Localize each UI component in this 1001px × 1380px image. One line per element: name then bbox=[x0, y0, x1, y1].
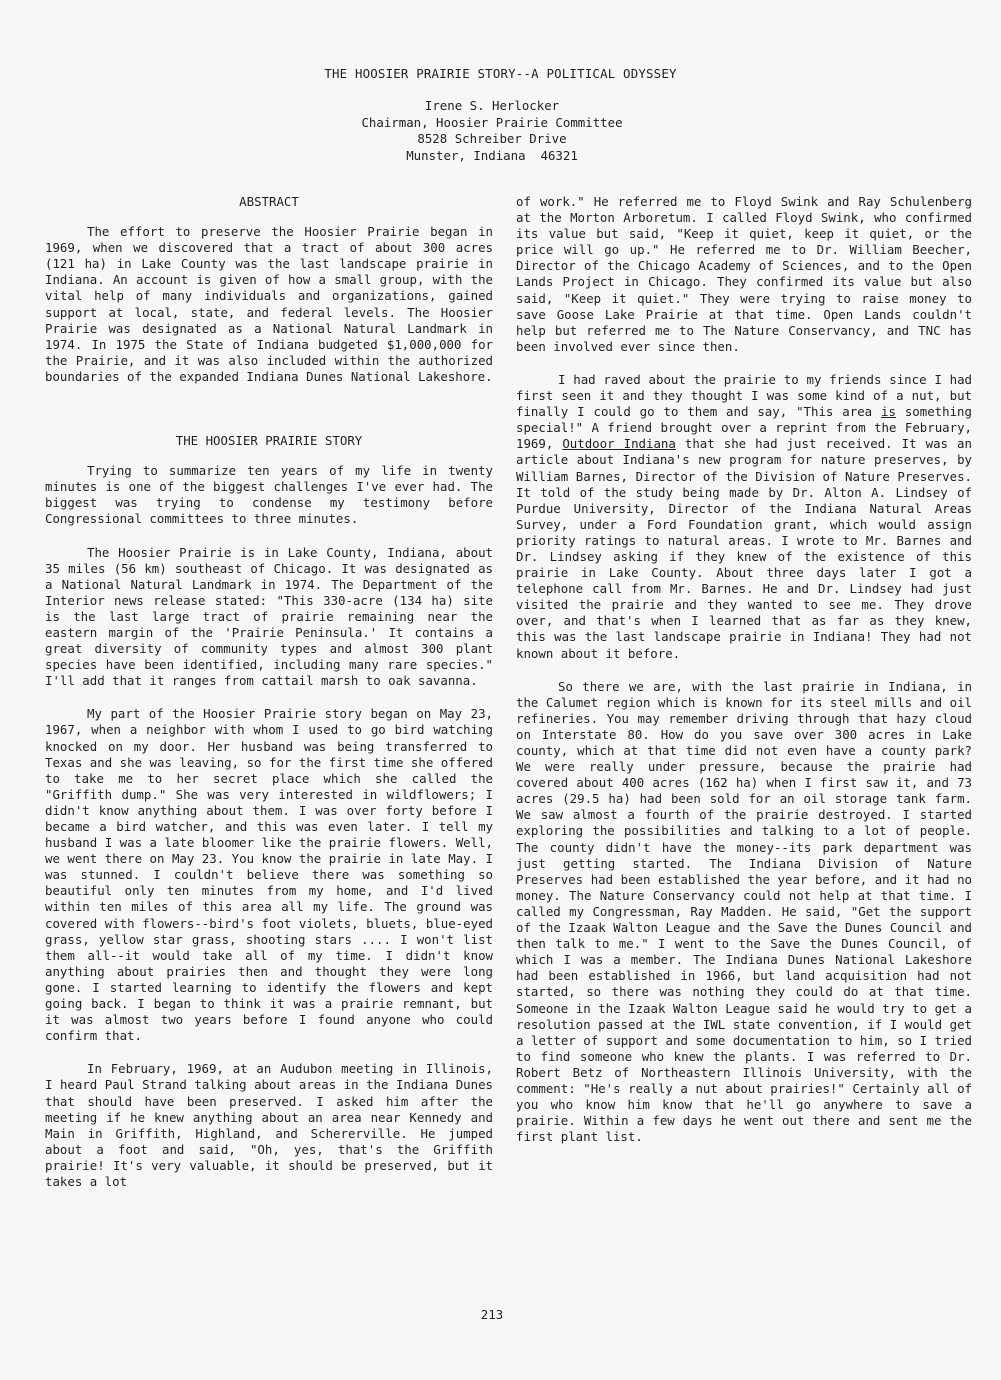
emphasis-is: is bbox=[881, 404, 896, 420]
magazine-title: Outdoor Indiana bbox=[562, 436, 676, 452]
address-line-1: 8528 Schreiber Drive bbox=[417, 131, 567, 146]
paper-title: THE HOOSIER PRAIRIE STORY--A POLITICAL ODYSSEY bbox=[324, 66, 677, 81]
author-name: Irene S. Herlocker bbox=[424, 98, 560, 113]
address-line-2: Munster, Indiana 46321 bbox=[406, 147, 578, 163]
author-role: Chairman, Hoosier Prairie Committee bbox=[361, 114, 623, 130]
paragraph bbox=[516, 372, 972, 662]
paragraph-text: that she had just received. It was an article about Indiana's new program for nature preserves, by William Barnes, Director of the Division of Nature Preserves. It told of the study being made by Dr. Alton A. Lindsey of Purdue University, Director of the Indiana Natural Areas Survey, under a Ford Foundation grant, which would assign priority ratings to natural areas. I wrote to Mr. Barnes and Dr. Lindsey asking if they knew of the existence of this prairie in Lake County. About three days later I got a telephone call from Mr. Barnes. He and Dr. Lindsey had just visited the prairie and they wanted to see me. They drove over, and that's when I learned that as far as they knew, this was the last landscape prairie in Indiana! They had not known about it before. bbox=[516, 436, 972, 661]
paragraph: My part of the Hoosier Prairie story began on May 23, 1967, when a neighbor with whom I used to go bird watching knocked on my door. Her husband was being transferred to Texas and she was leaving, so for the first time she offered to take me to her secret place which she called the "Griffith dump." She was very interested in wildflowers; I didn't know anything about them. I was over forty before I became a bird watcher, and this was even later. I tell my husband I was a late bloomer like the prairie flowers. Well, we went there on May 23. You know the prairie in late May. I was stunned. I couldn't believe there was something so beautiful only ten minutes from my home, and I'd lived within ten miles of this area all my life. The ground was covered with flowers--bird's foot violets, bluets, blue-eyed grass, yellow star grass, shooting stars .... I won't list them all--it would take all of my time. I didn't know anything about prairies then and thought they were long gone. I started learning to identify the flowers and kept going back. I began to think it was a prairie remnant, but it was almost two years before I found anyone who could confirm that. bbox=[45, 706, 493, 1044]
page-number: 213 bbox=[480, 1307, 504, 1322]
paragraph: of work." He referred me to Floyd Swink and Ray Schulenberg at the Morton Arboretum. I called Floyd Swink, who confirmed its value but said, "Keep it quiet, keep it quiet, or the price will go up." He referred me to Dr. William Beecher, Director of the Chicago Academy of Sciences, and to the Open Lands Project in Chicago. They confirmed its value but also said, "Keep it quiet." They were trying to raise money to save Goose Lake Prairie at that time. Open Lands couldn't help but referred me to The Nature Conservancy, and TNC has been involved ever since then. bbox=[516, 194, 972, 354]
paragraph-text: something special!" A friend brought over a reprint from the February, 1969, bbox=[516, 404, 972, 452]
abstract-paragraph: The effort to preserve the Hoosier Prairie began in 1969, when we discovered that a tract of about 300 acres (121 ha) in Lake County was the last landscape prairie in Indiana. An account is given of how a small group, with the vital help of many individuals and organizations, gained support at local, state, and federal levels. The Hoosier Prairie was designated as a National Natural Landmark in 1974. In 1975 the State of Indiana budgeted $1,000,000 for the Prairie, and it was also included within the authorized boundaries of the expanded Indiana Dunes National Lakeshore. bbox=[45, 224, 493, 384]
paragraph: Trying to summarize ten years of my life in twenty minutes is one of the biggest challenges I've ever had. The biggest was trying to condense my testimony before Congressional committees to three minutes. bbox=[45, 463, 493, 527]
left-column bbox=[45, 194, 493, 1190]
abstract-heading: ABSTRACT bbox=[239, 194, 299, 209]
story-heading: THE HOOSIER PRAIRIE STORY bbox=[175, 433, 363, 449]
paragraph-text: I had raved about the prairie to my friends since I had first seen it and they thought I was some kind of a nut, but finally I could go to them and say, "This area bbox=[516, 371, 972, 420]
author-block bbox=[0, 98, 984, 164]
paragraph: So there we are, with the last prairie in Indiana, in the Calumet region which is known for its steel mills and oil refineries. You may remember driving through that hazy cloud on Interstate 80. How do you save over 300 acres in Lake county, which at that time did not even have a county park? We were really under pressure, because the prairie had covered about 400 acres (162 ha) when I first saw it, and 73 acres (29.5 ha) had been sold for an oil storage tank farm. We saw almost a fourth of the prairie destroyed. I started exploring the possibilities and talking to a lot of people. The county didn't have the money--its park department was just getting started. The Indiana Division of Nature Preserves had been established the year before, and it had no money. The Nature Conservancy could not help at that time. I called my Congressman, Ray Madden. He said, "Get the support of the Izaak Walton League and the Save the Dunes Council and then talk to me." I went to the Save the Dunes Council, of which I was a member. The Indiana Dunes National Lakeshore had been established in 1966, but land acquisition had not started, so there was nothing they could do at that time. Someone in the Izaak Walton League said he would try to get a resolution passed at the IWL state convention, if I would get a letter of support and some documentation to him, so I tried to find someone who knew the plants. I was referred to Dr. Robert Betz of Northeastern Illinois University, with the comment: "He's really a nut about prairies!" Certainly all of you who know him know that he'll go anywhere to save a prairie. Within a few days he went out there and sent me the first plant list. bbox=[516, 678, 972, 1145]
paragraph: The Hoosier Prairie is in Lake County, Indiana, about 35 miles (56 km) southeast of Chicago. It was designated as a National Natural Landmark in 1974. The Department of the Interior news release stated: "This 330-acre (134 ha) site is the last large tract of prairie remaining near the eastern margin of the 'Prairie Peninsula.' It contains a great diversity of community types and almost 300 plant species have been identified, including many rare species." I'll add that it ranges from cattail marsh to oak savanna. bbox=[45, 544, 493, 689]
paragraph: In February, 1969, at an Audubon meeting in Illinois, I heard Paul Strand talking about areas in the Indiana Dunes that should have been preserved. I asked him after the meeting if he knew anything about an area near Kennedy and Main in Griffith, Highland, and Schererville. He jumped about a foot and said, "Oh, yes, that's the Griffith prairie! It's very valuable, it should be preserved, but it takes a lot bbox=[45, 1061, 493, 1189]
right-column bbox=[516, 194, 972, 1145]
